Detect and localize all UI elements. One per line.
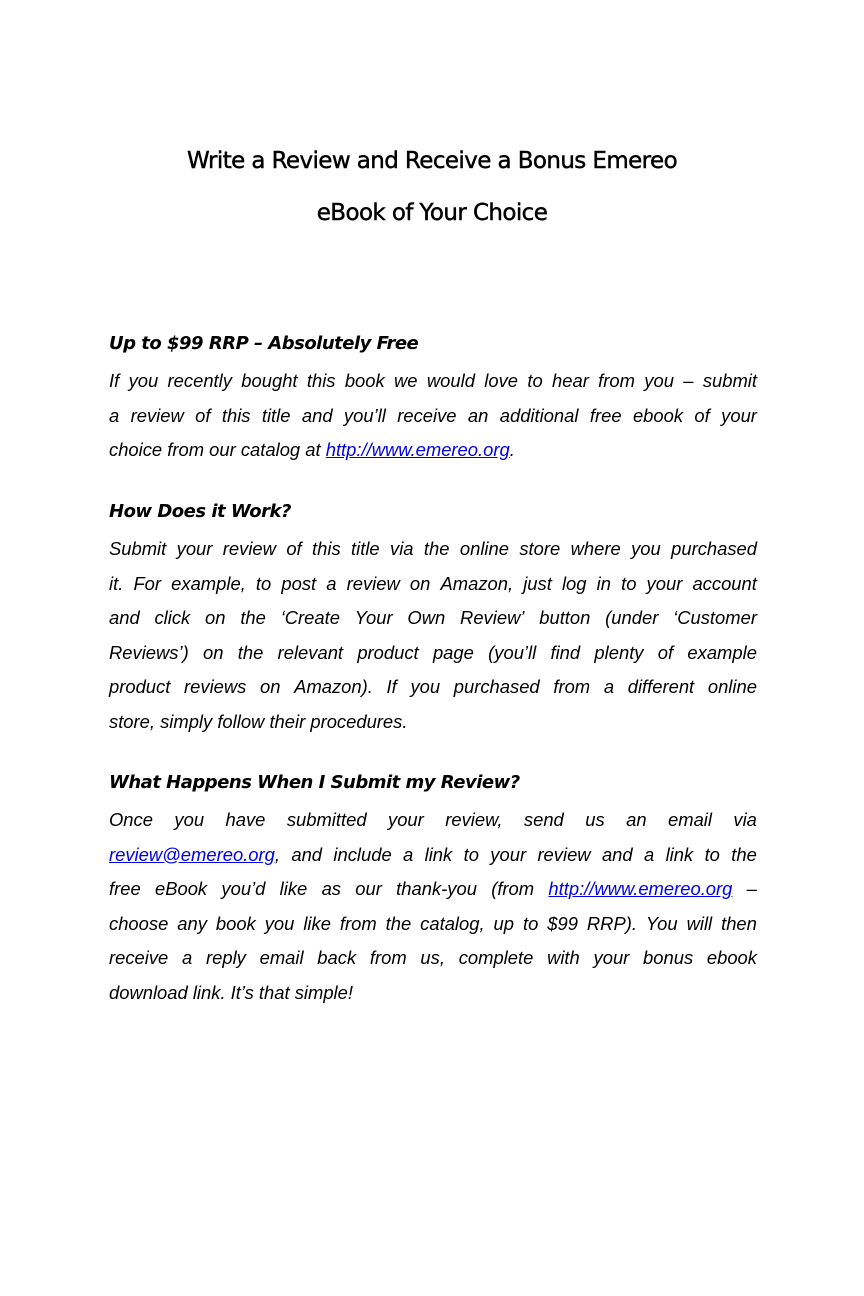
word: reply (206, 947, 246, 968)
word: title (261, 404, 291, 426)
word (425, 838, 453, 873)
word (109, 872, 141, 907)
word: $99 (547, 912, 578, 934)
word: would (426, 370, 475, 391)
word: to (527, 370, 543, 391)
word: us, (420, 947, 445, 968)
section-body-free-offer (109, 364, 757, 468)
word: find (550, 641, 581, 663)
word: us (585, 809, 605, 830)
word (109, 838, 280, 873)
word: of (195, 404, 211, 426)
word (491, 872, 534, 907)
word: on (205, 607, 226, 628)
word: online (707, 676, 757, 697)
word: you (631, 538, 661, 559)
word: choose (109, 912, 169, 934)
word: the (423, 538, 450, 559)
word: complete (458, 947, 534, 968)
word: submitted (286, 809, 367, 830)
word: to (255, 572, 272, 594)
word (548, 872, 732, 907)
word (396, 872, 477, 907)
paragraph-text: and (291, 843, 323, 865)
word: review (130, 404, 184, 426)
word: Reviews’) (109, 641, 189, 663)
word: product (357, 641, 419, 663)
word: you (644, 370, 674, 391)
word: your (646, 572, 683, 594)
word: button (539, 607, 591, 628)
word: you (410, 676, 441, 697)
word: of (657, 641, 674, 663)
word (602, 838, 633, 873)
word: click (154, 607, 191, 628)
word: plenty (594, 641, 644, 663)
word: For (133, 572, 162, 594)
word: via (733, 809, 757, 830)
word: review, (445, 809, 503, 830)
word: up (493, 912, 515, 934)
paragraph-text: free (109, 878, 141, 899)
paragraph-text: eBook (154, 878, 208, 899)
word: it. (109, 572, 124, 594)
word: title (351, 538, 380, 559)
section-heading-free-offer: Up to $99 RRP – Absolutely Free (109, 333, 419, 354)
word: review (222, 538, 276, 559)
word: review (346, 572, 400, 594)
word: on (260, 676, 281, 697)
word: on (203, 641, 224, 663)
word: (you’ll (488, 641, 537, 663)
word: we (394, 370, 418, 391)
paragraph-line (109, 941, 757, 976)
word: Amazon, (440, 572, 514, 594)
page-title-line-2: eBook of Your Choice (316, 200, 548, 226)
word: product (109, 676, 171, 697)
paragraph-line (109, 872, 757, 907)
word: of (694, 404, 710, 426)
word: this (306, 370, 336, 391)
word: will (686, 912, 713, 934)
word (155, 872, 207, 907)
word: your (593, 947, 630, 968)
paragraph-line (109, 601, 757, 636)
word: receive (397, 404, 457, 426)
word (280, 872, 308, 907)
word: purchased (671, 538, 757, 559)
word: Once (109, 809, 153, 830)
paragraph-text: (from (491, 878, 535, 899)
paragraph-text: choice from our catalog at (109, 439, 326, 460)
section-body-how-it-works (109, 532, 757, 739)
emereo-website-link[interactable]: http://www.emereo.org (548, 878, 733, 899)
word: RRP). (586, 912, 637, 934)
word: ‘Create (280, 607, 340, 628)
word: post (281, 572, 317, 594)
word: an (626, 809, 647, 830)
paragraph-text: and (601, 843, 633, 865)
word: where (570, 538, 621, 559)
paragraph-text: link (665, 843, 694, 865)
word: hear (552, 370, 589, 391)
word: online (459, 538, 509, 559)
word: Review’ (460, 607, 525, 628)
paragraph-line (109, 532, 757, 567)
word: submit (702, 370, 757, 391)
word: Amazon). (294, 676, 373, 697)
word: from (598, 370, 635, 391)
word: book (344, 370, 385, 391)
paragraph-text: you’d (221, 878, 266, 899)
word (355, 872, 382, 907)
word: recently (167, 370, 232, 391)
word: catalog, (420, 912, 485, 934)
word: an (467, 404, 489, 426)
word: store (519, 538, 561, 559)
paragraph-line: store, simply follow their procedures. (109, 710, 408, 732)
emereo-website-link[interactable]: http://www.emereo.org (325, 439, 510, 460)
word: a (326, 572, 337, 594)
word (403, 838, 413, 873)
word: a (182, 947, 193, 968)
word: you (174, 809, 205, 830)
word: love (484, 370, 519, 391)
paragraph-text: to (463, 843, 479, 865)
word: any (177, 912, 207, 934)
word: to (522, 912, 539, 934)
paragraph-line (109, 433, 757, 468)
word (705, 838, 720, 873)
word (644, 838, 654, 873)
word: you (128, 370, 159, 391)
paragraph-text: as (321, 878, 341, 899)
word: bonus (643, 947, 694, 968)
word: the (237, 641, 264, 663)
word: If (386, 676, 397, 697)
word: with (547, 947, 580, 968)
word: just (523, 572, 552, 594)
word: from (553, 676, 591, 697)
section-heading-after-submit: What Happens When I Submit my Review? (109, 772, 520, 793)
word: and (301, 404, 333, 426)
word: (under (605, 607, 659, 628)
section-after-submit (109, 771, 757, 1010)
paragraph-text: a (644, 843, 655, 865)
word: from (339, 912, 377, 934)
word: You (645, 912, 678, 934)
word: a (603, 676, 615, 697)
word (291, 838, 322, 873)
word: back (317, 947, 357, 968)
word: – (683, 370, 694, 391)
word: account (692, 572, 757, 594)
word: Submit (109, 538, 167, 559)
word (731, 838, 757, 873)
word: your (176, 538, 213, 559)
word (537, 838, 590, 873)
page-title-line-1: Write a Review and Receive a Bonus Emereo (186, 148, 678, 174)
word: of (286, 538, 302, 559)
word: you’ll (343, 404, 386, 426)
word: different (627, 676, 695, 697)
section-how-it-works (109, 500, 757, 739)
paragraph-text: review (537, 843, 591, 865)
paragraph-text: . (509, 439, 515, 460)
paragraph-line (109, 838, 757, 873)
word: additional (499, 404, 579, 426)
word (221, 872, 265, 907)
paragraph-line (109, 803, 757, 838)
paragraph-line (109, 364, 757, 399)
word: relevant (277, 641, 344, 663)
word: purchased (453, 676, 540, 697)
word (322, 872, 341, 907)
word: the (385, 912, 412, 934)
word: email (259, 947, 304, 968)
word: book (215, 912, 256, 934)
word: example, (171, 572, 246, 594)
paragraph-text: to (704, 843, 720, 865)
word (490, 838, 526, 873)
word: like (303, 912, 331, 934)
word: a (109, 404, 120, 426)
paragraph-line (109, 907, 757, 942)
word: ebook (632, 404, 684, 426)
word: your (721, 404, 757, 426)
word: via (390, 538, 414, 559)
word: this (221, 404, 251, 426)
word: in (596, 572, 611, 594)
paragraph-line: download link. It’s that simple! (109, 981, 353, 1003)
word: example (687, 641, 757, 663)
word: email (668, 809, 712, 830)
section-free-offer (109, 332, 757, 468)
paragraph-text: – (746, 878, 757, 899)
paragraph-text: a (403, 843, 414, 865)
word: free (589, 404, 622, 426)
word (747, 872, 757, 907)
word: Own (407, 607, 446, 628)
word: the (240, 607, 266, 628)
word: this (312, 538, 341, 559)
paragraph-text: our (355, 878, 382, 899)
word: from (369, 947, 407, 968)
word: page (432, 641, 474, 663)
word: log (561, 572, 587, 594)
paragraph-text: the (731, 843, 757, 865)
review-email-link[interactable]: review@emereo.org (109, 843, 275, 865)
word: send (523, 809, 564, 830)
word (464, 838, 479, 873)
word: then (721, 912, 757, 934)
paragraph-text: like (279, 878, 308, 899)
word: If (109, 370, 120, 391)
word: ‘Customer (673, 607, 757, 628)
paragraph-text: include (333, 843, 392, 865)
paragraph-text: link (424, 843, 453, 865)
paragraph-line (109, 670, 757, 705)
section-heading-how-it-works: How Does it Work? (109, 501, 291, 522)
section-body-after-submit (109, 803, 757, 1010)
word (333, 838, 391, 873)
paragraph-line (109, 636, 757, 671)
word: on (409, 572, 431, 594)
word: and (109, 607, 140, 628)
word: receive (109, 947, 169, 968)
word (666, 838, 694, 873)
word: Your (354, 607, 393, 628)
word: you (264, 912, 295, 934)
word: your (388, 809, 424, 830)
word: bought (241, 370, 298, 391)
paragraph-text: thank-you (396, 878, 477, 899)
paragraph-text: , (274, 843, 280, 865)
word: reviews (184, 676, 247, 697)
paragraph-line (109, 399, 757, 434)
paragraph-line (109, 567, 757, 602)
paragraph-text: your (490, 843, 527, 865)
word: ebook (706, 947, 757, 968)
word: have (225, 809, 266, 830)
word: to (621, 572, 637, 594)
